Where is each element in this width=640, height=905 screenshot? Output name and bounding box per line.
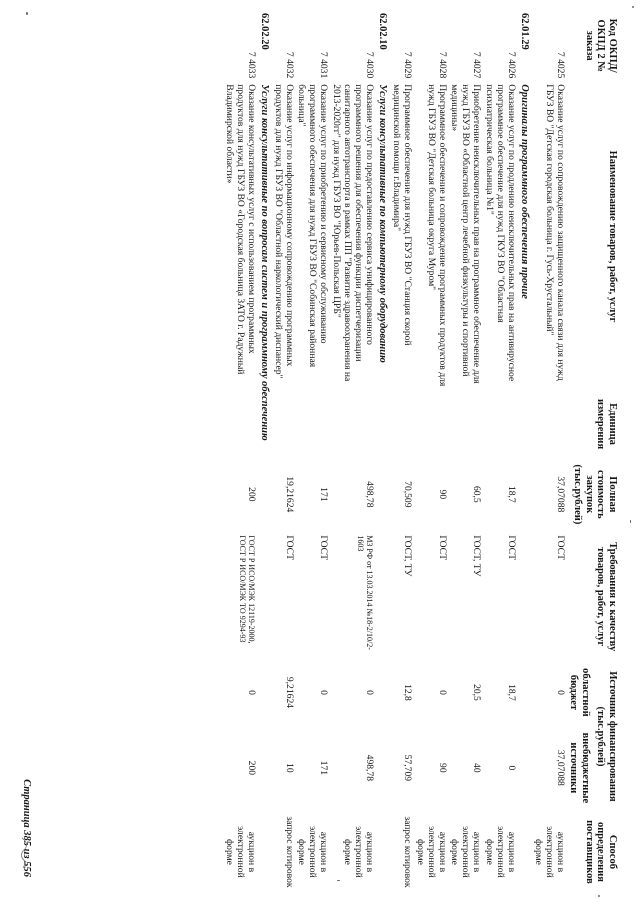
regional-budget: 20,5 bbox=[471, 684, 483, 701]
pen-mark bbox=[18, 836, 32, 870]
header-financing: Источник финансирования (тыс.рублей) bbox=[595, 671, 618, 802]
table-row bbox=[413, 10, 448, 892]
regional-budget: 0 bbox=[436, 690, 448, 695]
full-cost: 37,07088 bbox=[554, 476, 566, 513]
procurement-method: аукцион в электронной форме bbox=[342, 826, 375, 878]
full-cost: 19,21624 bbox=[283, 476, 295, 513]
quality-requirements: ГОСТ, ТУ bbox=[471, 535, 483, 577]
procurement-method: аукцион в электронной форме bbox=[449, 826, 483, 878]
external-sources: 40 bbox=[471, 763, 483, 773]
order-code: 7 4025 bbox=[554, 51, 566, 79]
header-name: Наименование товаров, работ, услуг bbox=[607, 150, 618, 323]
procurement-method: аукцион в электронной форме bbox=[484, 826, 518, 878]
scan-speck bbox=[632, 6, 634, 8]
table-body bbox=[222, 10, 566, 892]
order-code: 7 4031 bbox=[318, 51, 330, 79]
item-name: Оказание услуг по продлению неисключительных прав на антивирусное программное обеспечение для нужд ГКУЗ ВО "Областная психиатрическая больница №1" bbox=[484, 84, 518, 382]
full-cost: 171 bbox=[318, 487, 330, 502]
unit bbox=[448, 392, 483, 457]
item-name: Оказание услуг по информационному сопровождению программных продуктов для нужд ГБУЗ ВО "Областной наркологический диспансер" bbox=[272, 84, 295, 379]
header-code: Код ОКПД/ ОКПД 2 № заказа bbox=[583, 18, 618, 73]
external-sources: 0 bbox=[506, 765, 518, 771]
regional-budget: 0 bbox=[245, 690, 257, 695]
regional-budget: 0 bbox=[318, 690, 330, 695]
unit bbox=[295, 392, 330, 457]
full-cost: 60,5 bbox=[471, 485, 483, 503]
quality-requirements: ГОСТ, ТУ bbox=[401, 535, 413, 577]
regional-budget: 9,21624 bbox=[283, 676, 295, 709]
section-row bbox=[375, 10, 389, 892]
item-name: Приобретение неисключительных прав на программное обеспечение для нужд ГБУЗ ВО «Областной центр лечебной физкультуры и спортивной медицины» bbox=[449, 84, 483, 384]
scan-speck bbox=[630, 520, 631, 523]
table-row bbox=[482, 10, 517, 892]
item-name: Оказание услуг по сопровождению защищенного канала связи для нужд ГБУЗ ВО "Детская городская больница г. Гусь-Хрустальный" bbox=[543, 84, 566, 381]
item-name: Оказание услуг по предоставлению сервиса унифицированного программного решения для обеспечения функции диспетчеризации санитарного автотранспорта в рамках ПП "Развитие здравоохранения на 2013-2020гг" для нужд ГБУЗ ВО "Юрьев-Польская ЦРБ" bbox=[331, 84, 375, 382]
scan-speck bbox=[337, 880, 340, 881]
section-code: 62.02.20 bbox=[258, 13, 270, 50]
order-code: 7 4029 bbox=[401, 51, 413, 79]
procurement-method: аукцион в электронной форме bbox=[532, 826, 566, 878]
header-cost: Полная стоимость закупок (тыс.рублей) bbox=[572, 464, 618, 525]
item-name: Программное обеспечение для нужд ГБУЗ ВО "Станция скорой медицинской помощи г.Владимира" bbox=[390, 84, 413, 346]
procurement-method: запрос котировок bbox=[283, 816, 295, 888]
order-code: 7 4027 bbox=[471, 51, 483, 79]
full-cost: 498,78 bbox=[363, 481, 375, 508]
external-sources: 498,78 bbox=[363, 754, 375, 782]
quality-requirements: МЗ РФ от 13.03.2014 №18-2/10/2-1603 bbox=[355, 535, 374, 650]
order-code: 7 4026 bbox=[506, 51, 518, 79]
full-cost: 70,509 bbox=[401, 481, 413, 508]
section-row bbox=[517, 10, 531, 892]
order-code: 7 4033 bbox=[245, 51, 257, 79]
page-number: Страница 385 из 556 bbox=[21, 779, 32, 877]
item-name: Оказание консультативных услуг с использованием программных продуктов для нужд ГБУЗ ВО «Городская больница ЗАТО г. Радужный Владимирской области» bbox=[223, 84, 257, 375]
unit bbox=[531, 392, 566, 457]
header-unit: Единица измерения bbox=[595, 398, 618, 450]
table-row bbox=[329, 10, 375, 892]
full-cost: 18,7 bbox=[506, 485, 518, 503]
external-sources: 10 bbox=[283, 763, 295, 773]
table-row bbox=[448, 10, 483, 892]
order-code: 7 4032 bbox=[283, 51, 295, 79]
external-sources: 37,07088 bbox=[554, 749, 566, 786]
external-sources: 57,709 bbox=[401, 754, 413, 782]
full-cost: 90 bbox=[436, 489, 448, 500]
unit bbox=[222, 392, 257, 457]
section-title: Оригиналы программного обеспечения прочие bbox=[519, 84, 531, 299]
table-row bbox=[389, 10, 413, 892]
full-cost: 200 bbox=[245, 487, 257, 502]
table-row bbox=[295, 10, 330, 892]
header-method: Способ определения поставщиков bbox=[583, 820, 618, 884]
item-name: Оказание услуг по приобретению и сервисному обслуживанию программного обеспечения для нужд ГБУЗ ВО "Собинская районная больница" bbox=[296, 84, 330, 368]
header-financing-external: внебюджетные источники bbox=[568, 732, 591, 804]
procurement-method: аукцион в электронной форме bbox=[223, 826, 257, 878]
table-row bbox=[222, 10, 257, 892]
regional-budget: 12,8 bbox=[401, 684, 413, 701]
section-title: Услуги консультативные по вопросам систем и программному обеспечению bbox=[258, 84, 270, 441]
unit bbox=[271, 392, 295, 457]
unit bbox=[413, 392, 448, 457]
quality-requirements: ГОСТ bbox=[554, 535, 566, 560]
section-code: 62.02.10 bbox=[376, 13, 388, 50]
header-requirements: Требования к качеству товаров, работ, услуг bbox=[595, 542, 618, 652]
external-sources: 200 bbox=[245, 760, 257, 776]
unit bbox=[482, 392, 517, 457]
regional-budget: 0 bbox=[554, 690, 566, 695]
procurement-method: запрос котировок bbox=[401, 816, 413, 888]
section-title: Услуги консультативные по компьютерному оборудованию bbox=[376, 84, 388, 363]
header-financing-regional: областной бюджет bbox=[568, 668, 591, 717]
scan-speck bbox=[598, 895, 600, 897]
quality-requirements: ГОСТ bbox=[318, 535, 330, 560]
unit bbox=[329, 392, 375, 457]
item-name: Программное обеспечение и сопровождение программных продуктов для нужд ГБУЗ ВО "Детская больница округа Муром" bbox=[425, 84, 448, 387]
quality-requirements: ГОСТ bbox=[436, 535, 448, 560]
unit bbox=[389, 392, 413, 457]
section-code: 62.01.29 bbox=[519, 13, 531, 50]
external-sources: 90 bbox=[436, 763, 448, 773]
quality-requirements: ГОСТ bbox=[283, 535, 295, 560]
table-row bbox=[271, 10, 295, 892]
procurement-method: аукцион в электронной форме bbox=[414, 826, 448, 878]
order-code: 7 4028 bbox=[436, 51, 448, 79]
scan-speck bbox=[26, 12, 28, 15]
quality-requirements: ГОСТ Р ИСО/МЭК 12119-2000, ГОСТ Р ИСО/МЭК ТО 9294-93 bbox=[237, 535, 256, 644]
table-header bbox=[566, 10, 620, 892]
regional-budget: 0 bbox=[363, 690, 375, 695]
quality-requirements: ГОСТ bbox=[506, 535, 518, 560]
external-sources: 171 bbox=[318, 760, 330, 776]
procurement-method: аукцион в электронной форме bbox=[296, 826, 330, 878]
section-row bbox=[257, 10, 271, 892]
regional-budget: 18,7 bbox=[506, 684, 518, 701]
order-code: 7 4030 bbox=[363, 51, 375, 79]
procurement-table bbox=[222, 10, 620, 892]
table-row bbox=[531, 10, 566, 892]
